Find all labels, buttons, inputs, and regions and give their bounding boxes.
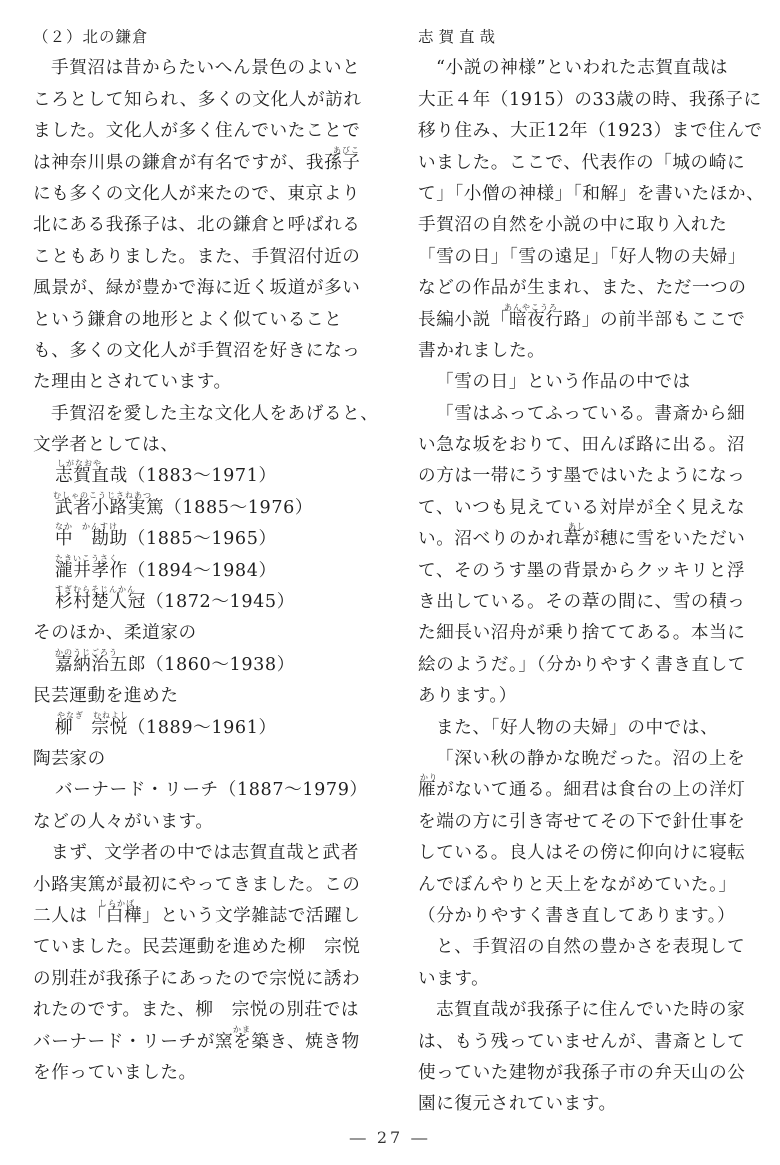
text-line: んでぼんやりと天上をながめていた。」 bbox=[418, 874, 737, 895]
text-line: 絵のようだ。」（分かりやすく書き直して bbox=[418, 654, 747, 675]
author-entry: たきいこうさく 瀧井孝作（1894〜1984） bbox=[55, 553, 277, 581]
text-line: て」「小僧の神様」「和解」を書いたほか、 bbox=[418, 183, 765, 204]
text-line: の方は一帯にうす墨ではいたようになっ bbox=[418, 466, 746, 487]
text-line: にも多くの文化人が来たので、東京より bbox=[33, 183, 361, 204]
furigana-kano: かのうじごろう bbox=[55, 647, 118, 657]
text-line: あんやこうろ 長編小説「暗夜行路」の前半部もここで bbox=[418, 302, 746, 330]
text-line: と、手賀沼の自然の豊かさを表現して bbox=[436, 937, 746, 958]
text-line: き出している。その葦の間に、雪の積っ bbox=[418, 592, 746, 613]
text-line: （分かりやすく書き直してあります。） bbox=[418, 905, 736, 926]
text-line: を端の方に引き寄せてその下で針仕事を bbox=[418, 811, 746, 832]
furigana-mushanokoji: むしゃのこうじさねあつ bbox=[53, 490, 152, 500]
text-line: あびこ は神奈川県の鎌倉が有名ですが、我孫子 bbox=[33, 145, 361, 173]
text-line: している。良人はその傍に仰向けに寝転 bbox=[418, 843, 746, 864]
text-line: 陶芸家の bbox=[33, 748, 106, 769]
text-line: まず、文学者の中では志賀直哉と武者 bbox=[51, 843, 359, 864]
section-heading: （２）北の鎌倉 bbox=[33, 28, 149, 46]
author-entry: やなぎ むねよし 柳 宗悦（1889〜1961） bbox=[55, 710, 277, 738]
text-line: 園に復元されています。 bbox=[418, 1094, 617, 1115]
text-line: ころとして知られ、多くの文化人が訪れ bbox=[33, 89, 362, 110]
furigana-sugimura: すぎむらそじんかん bbox=[55, 585, 136, 595]
text-line: た細長い沼舟が乗り捨ててある。本当に bbox=[418, 623, 746, 644]
text-line: 「雪はふってふっている。書斎から細 bbox=[436, 403, 746, 424]
text-line: という鎌倉の地形とよく似ていること bbox=[33, 309, 343, 330]
text-line: て、いつも見えている対岸が全く見えな bbox=[418, 497, 746, 518]
text-line: 書かれました。 bbox=[418, 340, 546, 361]
text-line: 民芸運動を進めた bbox=[33, 686, 179, 707]
text-line: いました。ここで、代表作の「城の崎に bbox=[418, 152, 746, 173]
furigana-ashi: あし bbox=[568, 522, 586, 532]
text-line: しらかば 二人は「白樺」という文学雑誌で活躍し bbox=[33, 898, 361, 926]
furigana-shiga: しがなおや bbox=[57, 459, 102, 469]
text-line: 「深い秋の静かな晩だった。沼の上を bbox=[436, 748, 746, 769]
text-line: かま バーナード・リーチが窯を築き、焼き物 bbox=[33, 1024, 360, 1052]
text-line: あし い。沼べりのかれ葦が穂に雪をいただい bbox=[418, 522, 746, 550]
text-line: 志賀直哉が我孫子に住んでいた時の家 bbox=[436, 1000, 746, 1021]
author-entry: むしゃのこうじさねあつ 武者小路実篤（1885〜1976） bbox=[53, 490, 314, 518]
text-line: の別荘が我孫子にあったので宗悦に誘わ bbox=[33, 968, 361, 989]
text-line: を作っていました。 bbox=[33, 1062, 197, 1083]
text-line: また、「好人物の夫婦」の中では、 bbox=[436, 717, 719, 738]
text-line: 大正４年（1915）の33歳の時、我孫子に bbox=[418, 89, 762, 110]
text-line: て、そのうす墨の背景からクッキリと浮 bbox=[418, 560, 746, 581]
text-line: た理由とされています。 bbox=[33, 372, 232, 393]
text-line: い急な坂をおりて、田んぼ路に出る。沼 bbox=[418, 435, 746, 456]
text-line: こともありました。また、手賀沼付近の bbox=[33, 246, 361, 267]
text-line: 使っていた建物が我孫子市の弁天山の公 bbox=[418, 1062, 746, 1083]
text-line: “小説の神様”といわれた志賀直哉は bbox=[436, 58, 729, 79]
section-heading: 志賀直哉 bbox=[418, 28, 501, 46]
furigana-yanagi: やなぎ むねよし bbox=[57, 710, 129, 720]
text-line: 手賀沼を愛した主な文化人をあげると、 bbox=[51, 403, 379, 424]
text-line: 文学者としては、 bbox=[33, 435, 179, 456]
author-entry: すぎむらそじんかん 杉村楚人冠（1872〜1945） bbox=[55, 585, 295, 613]
author-entry: しがなおや 志賀直哉（1883〜1971） bbox=[55, 459, 277, 487]
text-line: 「雪の日」「雪の遠足」「好人物の夫婦」 bbox=[418, 246, 747, 267]
author-entry: なか かんすけ 中 勘助（1885〜1965） bbox=[55, 522, 277, 550]
furigana-kari: かり bbox=[420, 773, 438, 783]
text-line: も、多くの文化人が手賀沼を好きになっ bbox=[33, 340, 361, 361]
text-line: 手賀沼は昔からたいへん景色のよいと bbox=[51, 58, 361, 79]
furigana-kama: かま bbox=[233, 1024, 251, 1034]
text-line: などの作品が生まれ、また、ただ一つの bbox=[418, 278, 747, 299]
text-line: 移り住み、大正12年（1923）まで住んで bbox=[418, 121, 763, 142]
text-line: などの人々がいます。 bbox=[33, 811, 214, 832]
furigana-naka: なか かんすけ bbox=[55, 522, 118, 532]
text-line: 手賀沼の自然を小説の中に取り入れた bbox=[418, 215, 728, 236]
text-line: います。 bbox=[418, 968, 490, 989]
text-line: れたのです。また、柳 宗悦の別荘では bbox=[33, 1000, 360, 1021]
text-line: かり 雁がないて通る。細君は食台の上の洋灯 bbox=[418, 773, 746, 801]
author-entry: かのうじごろう 嘉納治五郎（1860〜1938） bbox=[55, 647, 295, 675]
text-line: 風景が、緑が豊かで海に近く坂道が多い bbox=[33, 278, 361, 299]
text-line: は、もう残っていませんが、書斎として bbox=[418, 1031, 746, 1052]
furigana-anyakoro: あんやこうろ bbox=[504, 302, 558, 312]
furigana-shirakaba: しらかば bbox=[99, 898, 135, 908]
page-number: ― 27 ― bbox=[349, 1128, 431, 1147]
text-line: 北にある我孫子は、北の鎌倉と呼ばれる bbox=[33, 215, 361, 236]
right-column bbox=[418, 22, 770, 1121]
text-line: ました。文化人が多く住んでいたことで bbox=[33, 121, 361, 142]
furigana-takii: たきいこうさく bbox=[55, 553, 118, 563]
text-line: 「雪の日」という作品の中では bbox=[436, 372, 691, 393]
text-line: 小路実篤が最初にやってきました。この bbox=[33, 874, 361, 895]
furigana-abiko: あびこ bbox=[333, 145, 360, 155]
author-entry: バーナード・リーチ（1887〜1979） bbox=[55, 780, 368, 801]
left-column bbox=[33, 22, 385, 1089]
text-line: ていました。民芸運動を進めた柳 宗悦 bbox=[33, 937, 361, 958]
text-line: そのほか、柔道家の bbox=[33, 623, 197, 644]
text-line: あります。） bbox=[418, 686, 517, 707]
